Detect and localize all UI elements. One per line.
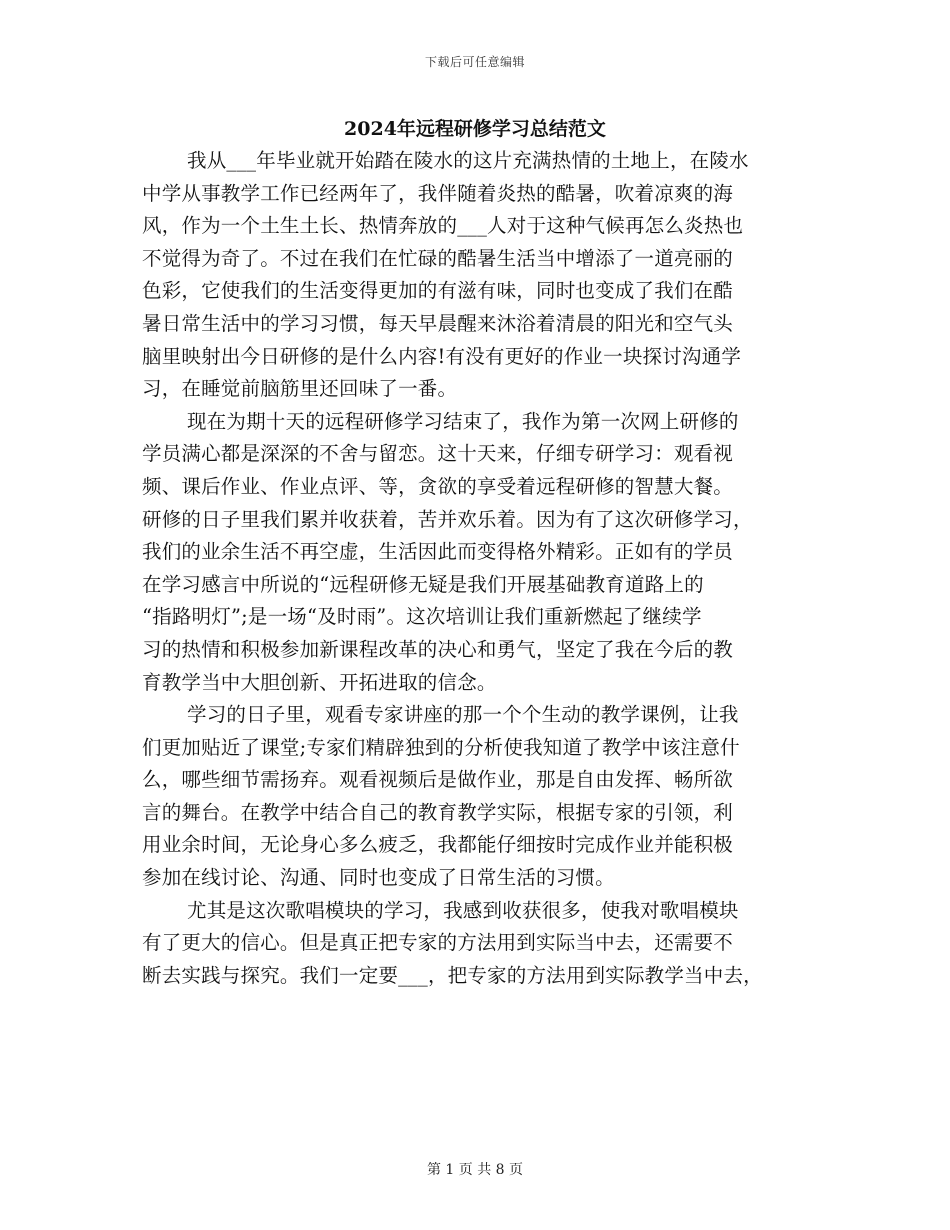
paragraph-1-line-8: 习，在睡觉前脑筋里还回味了一番。 bbox=[142, 377, 458, 401]
paragraph-1-line-3: 风，作为一个土生土长、热情奔放的___人对于这种气候再怎么炎热也 bbox=[142, 214, 744, 238]
paragraph-1-line-1: 我从___年毕业就开始踏在陵水的这片充满热情的土地上，在陵水 bbox=[187, 149, 749, 172]
paragraph-3-line-1: 学习的日子里，观看专家讲座的那一个个生动的教学课例，让我 bbox=[187, 703, 739, 727]
paragraph-3-line-6: 参加在线讨论、沟通、同时也变成了日常生活的习惯。 bbox=[142, 866, 615, 890]
paragraph-4-line-3: 断去实践与探究。我们一定要___，把专家的方法用到实际教学当中去， bbox=[142, 963, 763, 987]
paragraph-3-line-2: 们更加贴近了课堂;专家们精辟独到的分析使我知道了教学中该注意什 bbox=[142, 735, 740, 759]
paragraph-2-line-5: 我们的业余生活不再空虚，生活因此而变得格外精彩。正如有的学员 bbox=[142, 540, 734, 564]
paragraph-4-line-1: 尤其是这次歌唱模块的学习，我感到收获很多，使我对歌唱模块 bbox=[187, 898, 739, 922]
page-number: 第 1 页 共 8 页 bbox=[426, 1162, 524, 1178]
paragraph-3-line-4: 言的舞台。在教学中结合自己的教育教学实际，根据专家的引领，利 bbox=[142, 800, 734, 824]
paragraph-2-line-3: 频、课后作业、作业点评、等，贪欲的享受着远程研修的智慧大餐。 bbox=[142, 474, 734, 498]
paragraph-4-line-2: 有了更大的信心。但是真正把专家的方法用到实际当中去，还需要不 bbox=[142, 931, 734, 955]
paragraph-3-line-5: 用业余时间，无论身心多么疲乏，我都能仔细按时完成作业并能积极 bbox=[142, 833, 734, 857]
paragraph-2-line-2: 学员满心都是深深的不舍与留恋。这十天来，仔细专研学习：观看视 bbox=[142, 442, 734, 466]
paragraph-2-line-1: 现在为期十天的远程研修学习结束了，我作为第一次网上研修的 bbox=[187, 409, 739, 433]
paragraph-2-line-9: 育教学当中大胆创新、开拓进取的信念。 bbox=[142, 670, 497, 694]
paragraph-2-line-6: 在学习感言中所说的“远程研修无疑是我们开展基础教育道路上的 bbox=[142, 572, 704, 596]
paragraph-1-line-6: 暑日常生活中的学习习惯，每天早晨醒来沐浴着清晨的阳光和空气头 bbox=[142, 311, 734, 335]
document-body bbox=[142, 145, 817, 992]
paragraph-2-line-8: 习的热情和积极参加新课程改革的决心和勇气，坚定了我在今后的教 bbox=[142, 637, 734, 661]
document-title: 2024年远程研修学习总结范文 bbox=[344, 118, 606, 140]
paragraph-1-line-7: 脑里映射出今日研修的是什么内容!有没有更好的作业一块探讨沟通学 bbox=[142, 344, 742, 368]
paragraph-3-line-3: 么，哪些细节需扬弃。观看视频后是做作业，那是自由发挥、畅所欲 bbox=[142, 768, 734, 792]
paragraph-2-line-4: 研修的日子里我们累并收获着，苦并欢乐着。因为有了这次研修学习， bbox=[142, 507, 753, 531]
paragraph-1-line-5: 色彩，它使我们的生活变得更加的有滋有味，同时也变成了我们在酷 bbox=[142, 279, 734, 303]
paragraph-1-line-2: 中学从事教学工作已经两年了，我伴随着炎热的酷暑，吹着凉爽的海 bbox=[142, 181, 734, 205]
page-header-note: 下载后可任意编辑 bbox=[424, 55, 525, 69]
paragraph-2-line-7: “指路明灯”;是一场“及时雨”。这次培训让我们重新燃起了继续学 bbox=[142, 605, 702, 629]
paragraph-1-line-4: 不觉得为奇了。不过在我们在忙碌的酷暑生活当中增添了一道亮丽的 bbox=[142, 246, 734, 270]
